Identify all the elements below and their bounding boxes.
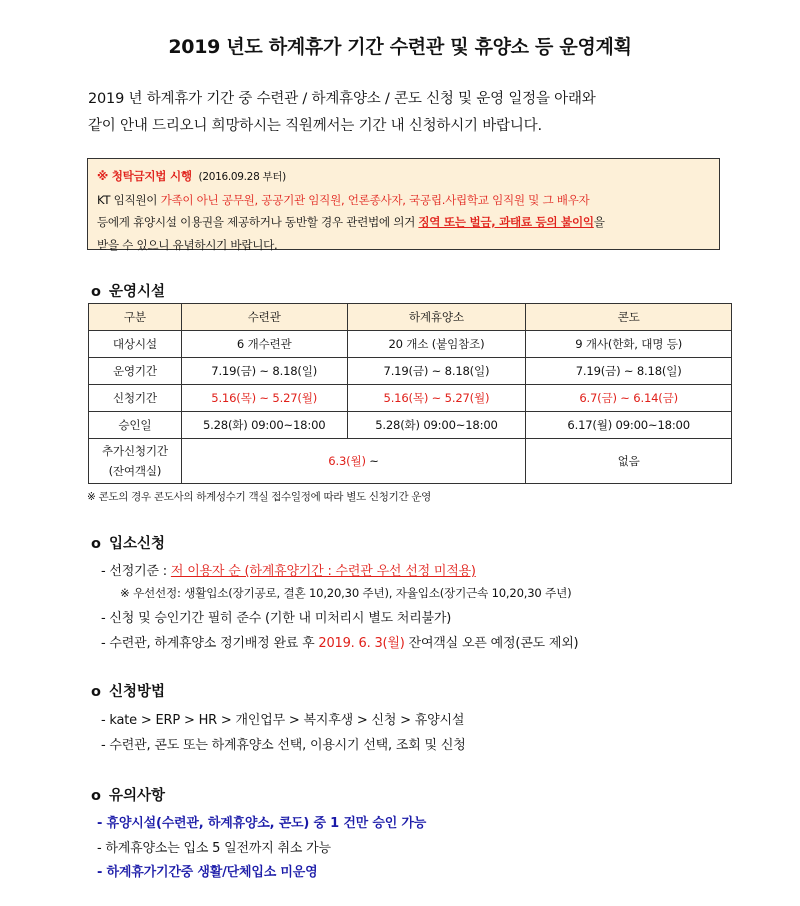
table-cell: 5.16(목) ~ 5.27(월) [347, 385, 526, 412]
table-cell: 6 개수련관 [181, 331, 347, 358]
caution-line: - 휴양시설(수련관, 하계휴양소, 콘도) 중 1 건만 승인 가능 [97, 816, 427, 831]
section-title: 운영시설 [109, 284, 166, 300]
facility-table [88, 303, 732, 484]
notice-heading-line [97, 165, 711, 189]
section-title: 신청방법 [109, 684, 166, 700]
section-facilities [91, 280, 165, 301]
section-bullet: o [91, 788, 101, 804]
application-text: 잔여객실 오픈 예정(콘도 제외) [404, 636, 579, 651]
table-header-row [89, 304, 732, 331]
table-cell: 7.19(금) ~ 8.18(일) [347, 358, 526, 385]
notice-text: 을 [593, 215, 605, 229]
notice-line [97, 189, 711, 212]
caution-line [97, 861, 317, 880]
row-label: 운영기간 [89, 358, 182, 385]
section-title: 유의사항 [109, 788, 166, 804]
application-text: - 수련관, 하계휴양소 정기배정 완료 후 [101, 636, 319, 651]
application-criteria: 저 이용자 순 (하계휴양기간 : 수련관 우선 선정 미적용) [170, 564, 476, 579]
table-row [89, 331, 732, 358]
table-cell: 7.19(금) ~ 8.18(일) [181, 358, 347, 385]
table-header: 하계휴양소 [347, 304, 526, 331]
table-cell: 6.17(월) 09:00~18:00 [526, 412, 732, 439]
row-label: 승인일 [89, 412, 182, 439]
row-label [89, 439, 182, 484]
table-header: 수련관 [181, 304, 347, 331]
notice-line: 받을 수 있으니 유념하시기 바랍니다. [97, 237, 278, 252]
table-row [89, 412, 732, 439]
table-cell: 5.28(화) 09:00~18:00 [347, 412, 526, 439]
table-row [89, 385, 732, 412]
notice-text: 등에게 휴양시설 이용권을 제공하거나 동반할 경우 관련법에 의거 [97, 215, 419, 229]
notice-heading: ※ 청탁금지법 시행 [97, 169, 192, 183]
extra-date: 6.3(월) [328, 454, 366, 468]
row-label: 대상시설 [89, 331, 182, 358]
application-priority: ※ 우선선정: 생활입소(장기공로, 결혼 10,20,30 주년), 자율입소(장기근속 10,20,30 주년) [120, 586, 572, 600]
row-label-line: (잔여객실) [108, 464, 162, 478]
table-cell: 6.7(금) ~ 6.14(금) [526, 385, 732, 412]
table-header: 콘도 [526, 304, 732, 331]
section-bullet: o [91, 536, 101, 552]
notice-penalty: 징역 또는 벌금, 과태료 등의 불이익 [418, 215, 594, 229]
table-cell: 5.28(화) 09:00~18:00 [181, 412, 347, 439]
table-cell: 7.19(금) ~ 8.18(일) [526, 358, 732, 385]
table-cell: 5.16(목) ~ 5.27(월) [181, 385, 347, 412]
caution-text: 하계휴가기간중 생활/단체입소 미운영 [106, 865, 318, 880]
row-label: 신청기간 [89, 385, 182, 412]
section-bullet: o [91, 684, 101, 700]
notice-line [97, 211, 711, 234]
application-date: 2019. 6. 3(월) [318, 636, 405, 651]
extra-suffix: ~ [365, 454, 379, 468]
page-title: 2019 년도 하계휴가 기간 수련관 및 휴양소 등 운영계획 [168, 36, 632, 58]
table-cell: 20 개소 (붙임참조) [347, 331, 526, 358]
table-note: ※ 콘도의 경우 콘도사의 하계성수기 객실 접수일정에 따라 별도 신청기간 운영 [87, 491, 432, 503]
table-header: 구분 [89, 304, 182, 331]
section-title: 입소신청 [109, 536, 166, 552]
notice-highlight: 가족이 아닌 공무원, 공공기관 임직원, 언론종사자, 국공립.사립학교 임직원 및 그 배우자 [160, 192, 590, 207]
section-bullet: o [91, 284, 101, 300]
caution-line: - 하계휴양소는 입소 5 일전까지 취소 가능 [97, 841, 331, 856]
table-cell [181, 439, 526, 484]
method-line: - 수련관, 콘도 또는 하계휴양소 선택, 이용시기 선택, 조회 및 신청 [101, 738, 466, 753]
application-line [101, 632, 578, 651]
section-method [91, 680, 165, 701]
application-text: - 선정기준 : [101, 564, 171, 579]
notice-date: (2016.09.28 부터) [198, 171, 286, 183]
table-cell: 9 개사(한화, 대명 등) [526, 331, 732, 358]
caution-text: - [97, 865, 107, 880]
notice-box [87, 158, 720, 250]
section-cautions [91, 784, 165, 805]
row-label-line: 추가신청기간 [101, 444, 168, 458]
intro-paragraph [88, 86, 728, 140]
application-line: - 신청 및 승인기간 필히 준수 (기한 내 미처리시 별도 처리불가) [101, 611, 452, 626]
table-row [89, 439, 732, 484]
section-application [91, 532, 165, 553]
intro-line: 2019 년 하계휴가 기간 중 수련관 / 하계휴양소 / 콘도 신청 및 운영 일정을 아래와 [88, 91, 596, 107]
notice-text: KT 임직원이 [97, 192, 161, 207]
intro-line: 같이 안내 드리오니 희망하시는 직원께서는 기간 내 신청하시기 바랍니다. [88, 118, 542, 134]
table-cell: 없음 [526, 439, 732, 484]
table-row [89, 358, 732, 385]
method-line: - kate > ERP > HR > 개인업무 > 복지후생 > 신청 > 휴양시설 [101, 713, 465, 728]
application-line [101, 560, 476, 579]
